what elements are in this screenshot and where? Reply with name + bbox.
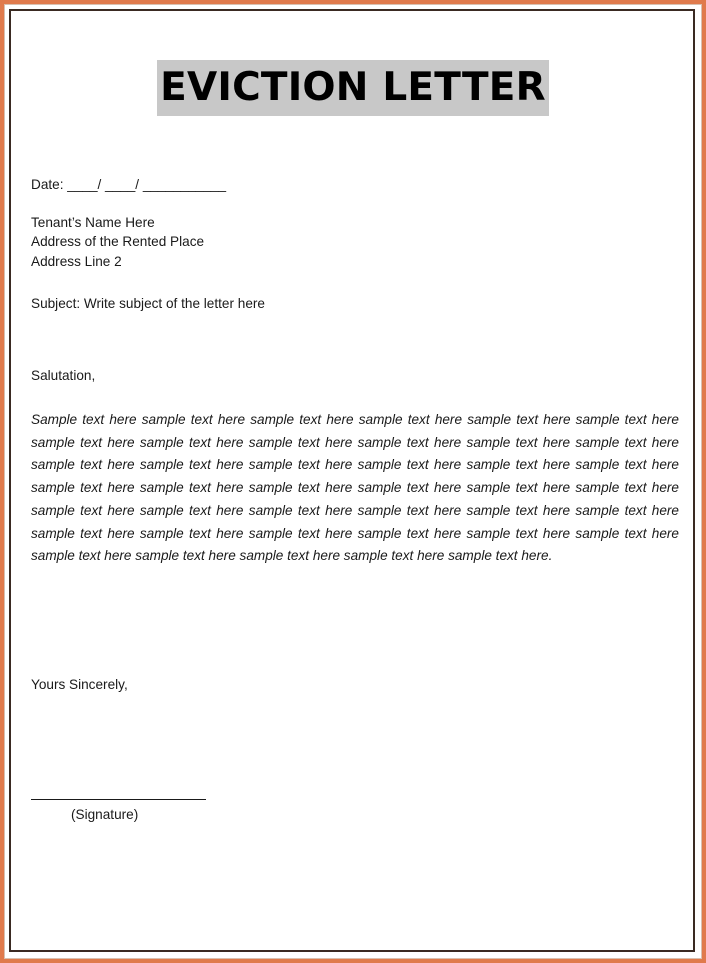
title-container — [0, 60, 706, 116]
address-line-2: Address Line 2 — [31, 254, 122, 269]
signature-line — [31, 799, 206, 800]
closing: Yours Sincerely, — [31, 677, 128, 692]
letter-title: EVICTION LETTER — [157, 60, 549, 116]
letter-body: Sample text here sample text here sample text here sample text here sample text here sample text here sample text here sample text here sample text here sample text here sample text here sample text here sample text here sample text here sample text here sample text here sample text here sample text here sample text here sample text here sample text here sample text here sample text here sample text here sample text here sample text here sample text here sample text here sample text here sample text here sample text here sample text here sample text here sample text here sample text here sample text here sample text here sample text here sample text here sample text here sample text here. — [31, 412, 679, 564]
salutation: Salutation, — [31, 368, 96, 383]
signature-label: (Signature) — [71, 807, 139, 822]
tenant-name: Tenant’s Name Here — [31, 215, 155, 230]
subject-line: Subject: Write subject of the letter here — [31, 296, 265, 311]
address-line-1: Address of the Rented Place — [31, 234, 205, 249]
date-line: Date: ____/ ____/ ___________ — [31, 177, 227, 192]
